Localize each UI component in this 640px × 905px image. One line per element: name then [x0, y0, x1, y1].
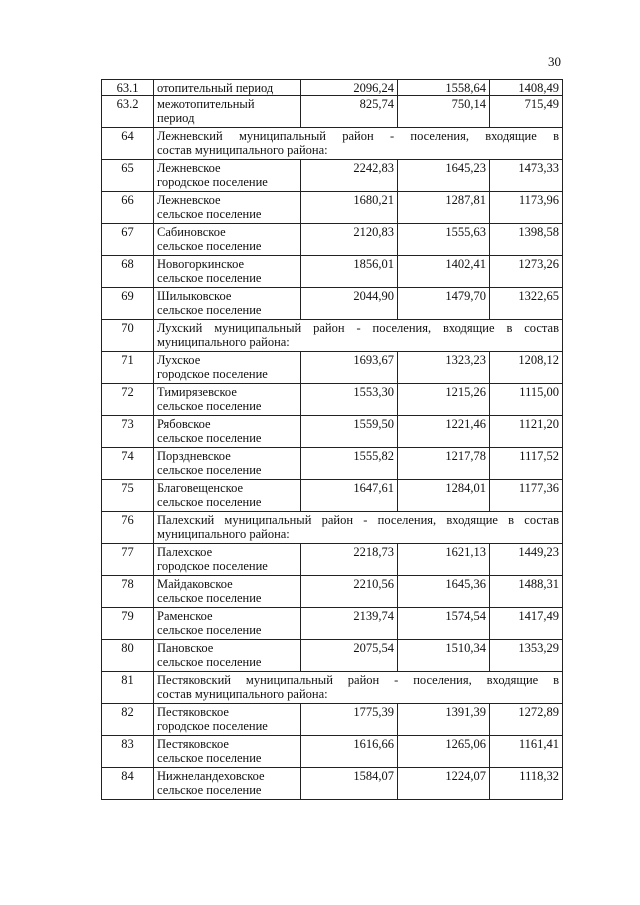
settlement-name-line: период [157, 111, 195, 125]
value-cell-v2: 1402,41 [398, 256, 490, 288]
section-header-row [102, 672, 563, 704]
row-number: 74 [102, 448, 154, 480]
section-header-row [102, 320, 563, 352]
settlement-name-line: сельское поселение [157, 783, 262, 797]
settlement-name-line: сельское поселение [157, 303, 262, 317]
row-number: 77 [102, 544, 154, 576]
settlement-name-line: Пестяковское [157, 737, 229, 751]
settlement-name-line: Лухское [157, 353, 201, 367]
settlement-name-line: Новогоркинское [157, 257, 245, 271]
value-cell-v3: 1408,49 [490, 80, 563, 96]
value-cell-v1: 2218,73 [301, 544, 398, 576]
value-cell-v1: 1647,61 [301, 480, 398, 512]
settlement-name [154, 80, 301, 96]
settlement-name-line: Палехское [157, 545, 213, 559]
value-cell-v3: 1177,36 [490, 480, 563, 512]
settlement-name-line: отопительный период [157, 81, 274, 95]
section-header-text [154, 512, 563, 544]
section-header-line: состав муниципального района: [157, 143, 328, 157]
value-cell-v2: 1645,36 [398, 576, 490, 608]
row-number: 79 [102, 608, 154, 640]
settlement-name-line: Нижнеландеховское [157, 769, 265, 783]
value-cell-v1: 1584,07 [301, 768, 398, 800]
row-number: 66 [102, 192, 154, 224]
table-row [102, 80, 563, 96]
settlement-name-line: городское поселение [157, 367, 268, 381]
value-cell-v2: 1555,63 [398, 224, 490, 256]
value-cell-v3: 1353,29 [490, 640, 563, 672]
value-cell-v3: 1121,20 [490, 416, 563, 448]
settlement-name [154, 544, 301, 576]
value-cell-v1: 2075,54 [301, 640, 398, 672]
value-cell-v2: 750,14 [398, 96, 490, 128]
table-row [102, 96, 563, 128]
value-cell-v1: 2210,56 [301, 576, 398, 608]
settlement-name [154, 384, 301, 416]
settlement-name [154, 608, 301, 640]
settlement-name [154, 256, 301, 288]
table-row [102, 448, 563, 480]
value-cell-v1: 2120,83 [301, 224, 398, 256]
row-number: 64 [102, 128, 154, 160]
value-cell-v1: 1616,66 [301, 736, 398, 768]
section-header-line: муниципального района: [157, 335, 290, 349]
row-number: 75 [102, 480, 154, 512]
row-number: 63.2 [102, 96, 154, 128]
value-cell-v3: 1208,12 [490, 352, 563, 384]
settlement-name [154, 192, 301, 224]
section-header-row [102, 128, 563, 160]
value-cell-v1: 2044,90 [301, 288, 398, 320]
table-row [102, 352, 563, 384]
row-number: 84 [102, 768, 154, 800]
value-cell-v3: 1115,00 [490, 384, 563, 416]
row-number: 81 [102, 672, 154, 704]
value-cell-v2: 1621,13 [398, 544, 490, 576]
value-cell-v3: 1488,31 [490, 576, 563, 608]
value-cell-v2: 1217,78 [398, 448, 490, 480]
settlement-name-line: сельское поселение [157, 495, 262, 509]
row-number: 71 [102, 352, 154, 384]
row-number: 78 [102, 576, 154, 608]
settlement-name-line: сельское поселение [157, 751, 262, 765]
row-number: 72 [102, 384, 154, 416]
value-cell-v2: 1265,06 [398, 736, 490, 768]
row-number: 76 [102, 512, 154, 544]
settlement-name-line: Лежневское [157, 193, 221, 207]
value-cell-v2: 1558,64 [398, 80, 490, 96]
row-number: 67 [102, 224, 154, 256]
table-row [102, 640, 563, 672]
settlement-name-line: Майдаковское [157, 577, 233, 591]
value-cell-v1: 1559,50 [301, 416, 398, 448]
value-cell-v2: 1323,23 [398, 352, 490, 384]
table-row [102, 608, 563, 640]
table-row [102, 192, 563, 224]
settlement-name-line: Сабиновское [157, 225, 226, 239]
settlement-name [154, 640, 301, 672]
value-cell-v1: 825,74 [301, 96, 398, 128]
settlement-name [154, 480, 301, 512]
row-number: 73 [102, 416, 154, 448]
value-cell-v2: 1645,23 [398, 160, 490, 192]
value-cell-v3: 1272,89 [490, 704, 563, 736]
value-cell-v1: 1775,39 [301, 704, 398, 736]
value-cell-v1: 2139,74 [301, 608, 398, 640]
row-number: 63.1 [102, 80, 154, 96]
settlement-name [154, 352, 301, 384]
settlement-name-line: сельское поселение [157, 623, 262, 637]
value-cell-v2: 1287,81 [398, 192, 490, 224]
settlement-name-line: Рябовское [157, 417, 211, 431]
settlement-name-line: Шилыковское [157, 289, 232, 303]
value-cell-v1: 1856,01 [301, 256, 398, 288]
table-row [102, 704, 563, 736]
settlement-name-line: сельское поселение [157, 655, 262, 669]
table-body [102, 80, 563, 800]
value-cell-v3: 1118,32 [490, 768, 563, 800]
settlement-name-line: сельское поселение [157, 271, 262, 285]
section-header-line: Палехский муниципальный район - поселения, входящие в состав [157, 513, 559, 527]
value-cell-v2: 1479,70 [398, 288, 490, 320]
tariff-table [101, 79, 563, 800]
settlement-name-line: сельское поселение [157, 207, 262, 221]
settlement-name-line: сельское поселение [157, 431, 262, 445]
settlement-name-line: городское поселение [157, 175, 268, 189]
section-header-text [154, 672, 563, 704]
value-cell-v2: 1221,46 [398, 416, 490, 448]
row-number: 80 [102, 640, 154, 672]
settlement-name-line: городское поселение [157, 559, 268, 573]
value-cell-v3: 1161,41 [490, 736, 563, 768]
table-row [102, 736, 563, 768]
settlement-name-line: городское поселение [157, 719, 268, 733]
row-number: 65 [102, 160, 154, 192]
value-cell-v2: 1215,26 [398, 384, 490, 416]
settlement-name-line: сельское поселение [157, 239, 262, 253]
section-header-row [102, 512, 563, 544]
value-cell-v1: 2096,24 [301, 80, 398, 96]
page-number: 30 [548, 54, 561, 69]
row-number: 82 [102, 704, 154, 736]
settlement-name-line: сельское поселение [157, 591, 262, 605]
value-cell-v2: 1510,34 [398, 640, 490, 672]
value-cell-v3: 1117,52 [490, 448, 563, 480]
value-cell-v3: 1449,23 [490, 544, 563, 576]
settlement-name-line: сельское поселение [157, 399, 262, 413]
settlement-name-line: Благовещенское [157, 481, 244, 495]
settlement-name-line: межотопительный [157, 97, 255, 111]
table-row [102, 288, 563, 320]
table-row [102, 224, 563, 256]
value-cell-v3: 1173,96 [490, 192, 563, 224]
table-row [102, 576, 563, 608]
value-cell-v3: 1273,26 [490, 256, 563, 288]
value-cell-v3: 1473,33 [490, 160, 563, 192]
section-header-text [154, 320, 563, 352]
settlement-name-line: Лежневское [157, 161, 221, 175]
table-row [102, 480, 563, 512]
value-cell-v3: 715,49 [490, 96, 563, 128]
value-cell-v3: 1398,58 [490, 224, 563, 256]
settlement-name [154, 768, 301, 800]
settlement-name [154, 416, 301, 448]
settlement-name-line: Тимирязевское [157, 385, 237, 399]
value-cell-v2: 1224,07 [398, 768, 490, 800]
table-row [102, 160, 563, 192]
section-header-line: состав муниципального района: [157, 687, 328, 701]
value-cell-v1: 1553,30 [301, 384, 398, 416]
section-header-line: Лухский муниципальный район - поселения, входящие в состав [157, 321, 559, 335]
table-row [102, 384, 563, 416]
row-number: 70 [102, 320, 154, 352]
section-header-text [154, 128, 563, 160]
value-cell-v1: 1555,82 [301, 448, 398, 480]
settlement-name-line: Порздневское [157, 449, 231, 463]
value-cell-v3: 1417,49 [490, 608, 563, 640]
value-cell-v3: 1322,65 [490, 288, 563, 320]
settlement-name-line: Раменское [157, 609, 213, 623]
table-row [102, 416, 563, 448]
table-row [102, 768, 563, 800]
row-number: 69 [102, 288, 154, 320]
table-row [102, 544, 563, 576]
value-cell-v2: 1284,01 [398, 480, 490, 512]
settlement-name [154, 448, 301, 480]
settlement-name [154, 224, 301, 256]
section-header-line: Пестяковский муниципальный район - поселения, входящие в [157, 673, 559, 687]
settlement-name-line: Пестяковское [157, 705, 229, 719]
settlement-name [154, 736, 301, 768]
settlement-name [154, 160, 301, 192]
settlement-name [154, 96, 301, 128]
settlement-name [154, 704, 301, 736]
value-cell-v2: 1391,39 [398, 704, 490, 736]
section-header-line: Лежневский муниципальный район - поселения, входящие в [157, 129, 559, 143]
value-cell-v1: 2242,83 [301, 160, 398, 192]
value-cell-v1: 1693,67 [301, 352, 398, 384]
settlement-name [154, 288, 301, 320]
settlement-name-line: сельское поселение [157, 463, 262, 477]
row-number: 68 [102, 256, 154, 288]
row-number: 83 [102, 736, 154, 768]
table-row [102, 256, 563, 288]
settlement-name-line: Пановское [157, 641, 214, 655]
section-header-line: муниципального района: [157, 527, 290, 541]
settlement-name [154, 576, 301, 608]
value-cell-v2: 1574,54 [398, 608, 490, 640]
value-cell-v1: 1680,21 [301, 192, 398, 224]
